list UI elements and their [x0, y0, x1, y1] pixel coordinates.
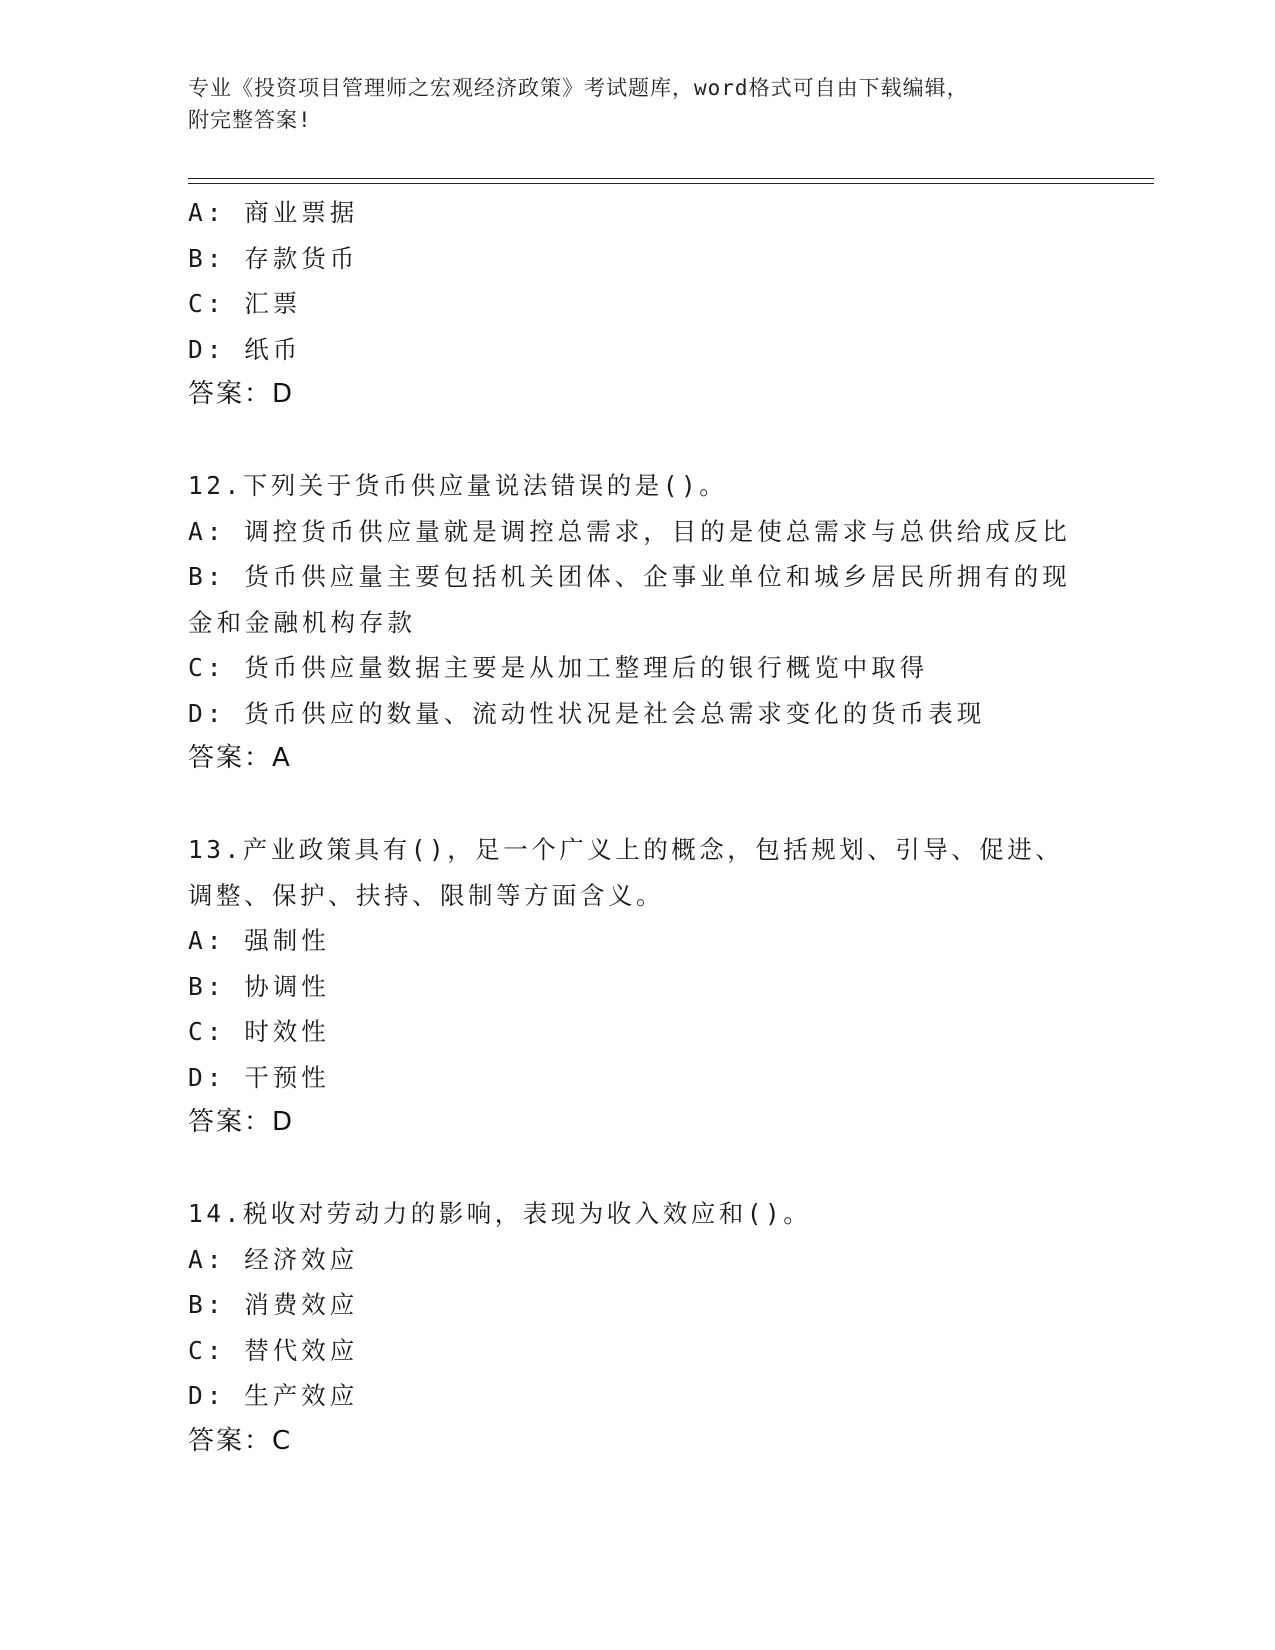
header-line-1: 专业《投资项目管理师之宏观经济政策》考试题库，word格式可自由下载编辑，: [188, 76, 969, 100]
option-c: C: 替代效应: [188, 1335, 359, 1365]
option-c: C: 货币供应量数据主要是从加工整理后的银行概览中取得: [188, 653, 929, 682]
answer-line: 答案：D: [188, 1107, 295, 1137]
option-d: D: 生产效应: [188, 1381, 359, 1410]
question-13: [188, 827, 1088, 1146]
document-header: [188, 72, 1088, 136]
spacer: [188, 418, 1088, 464]
option-a: A: 经济效应: [188, 1244, 359, 1274]
option-d: D: 纸币: [188, 334, 302, 364]
answer-line: 答案：A: [188, 743, 292, 773]
option-b-continued: 金和金融机构存款: [188, 607, 416, 637]
header-divider-top: [188, 178, 1154, 179]
question-stem: 12.下列关于货币供应量说法错误的是()。: [188, 471, 728, 500]
option-c: C: 时效性: [188, 1017, 330, 1046]
answer-line: 答案：C: [188, 1425, 293, 1456]
answer-line: 答案：D: [188, 379, 295, 409]
option-d: D: 货币供应的数量、流动性状况是社会总需求变化的货币表现: [188, 698, 986, 728]
option-b: B: 存款货币: [188, 243, 359, 273]
option-a: A: 商业票据: [188, 198, 359, 227]
option-a: A: 强制性: [188, 926, 330, 955]
option-d: D: 干预性: [188, 1062, 330, 1092]
question-list: [188, 190, 1088, 1464]
question-stem: 13.产业政策具有()，足一个广义上的概念，包括规划、引导、促进、: [188, 835, 1064, 864]
question-12: [188, 463, 1088, 782]
question-14: [188, 1191, 1088, 1464]
header-divider-bottom: [188, 183, 1154, 184]
option-c: C: 汇票: [188, 289, 302, 318]
spacer: [188, 782, 1088, 828]
header-line-2: 附完整答案!: [188, 108, 312, 132]
question-stem: 14.税收对劳动力的影响，表现为收入效应和()。: [188, 1199, 812, 1228]
option-b: B: 货币供应量主要包括机关团体、企事业单位和城乡居民所拥有的现: [188, 562, 1071, 591]
question-stem-continued: 调整、保护、扶持、限制等方面含义。: [188, 880, 664, 910]
option-a: A: 调控货币供应量就是调控总需求，目的是使总需求与总供给成反比: [188, 516, 1071, 546]
option-b: B: 消费效应: [188, 1290, 359, 1319]
option-b: B: 协调性: [188, 971, 330, 1001]
spacer: [188, 1146, 1088, 1192]
question-11: [188, 190, 1088, 418]
